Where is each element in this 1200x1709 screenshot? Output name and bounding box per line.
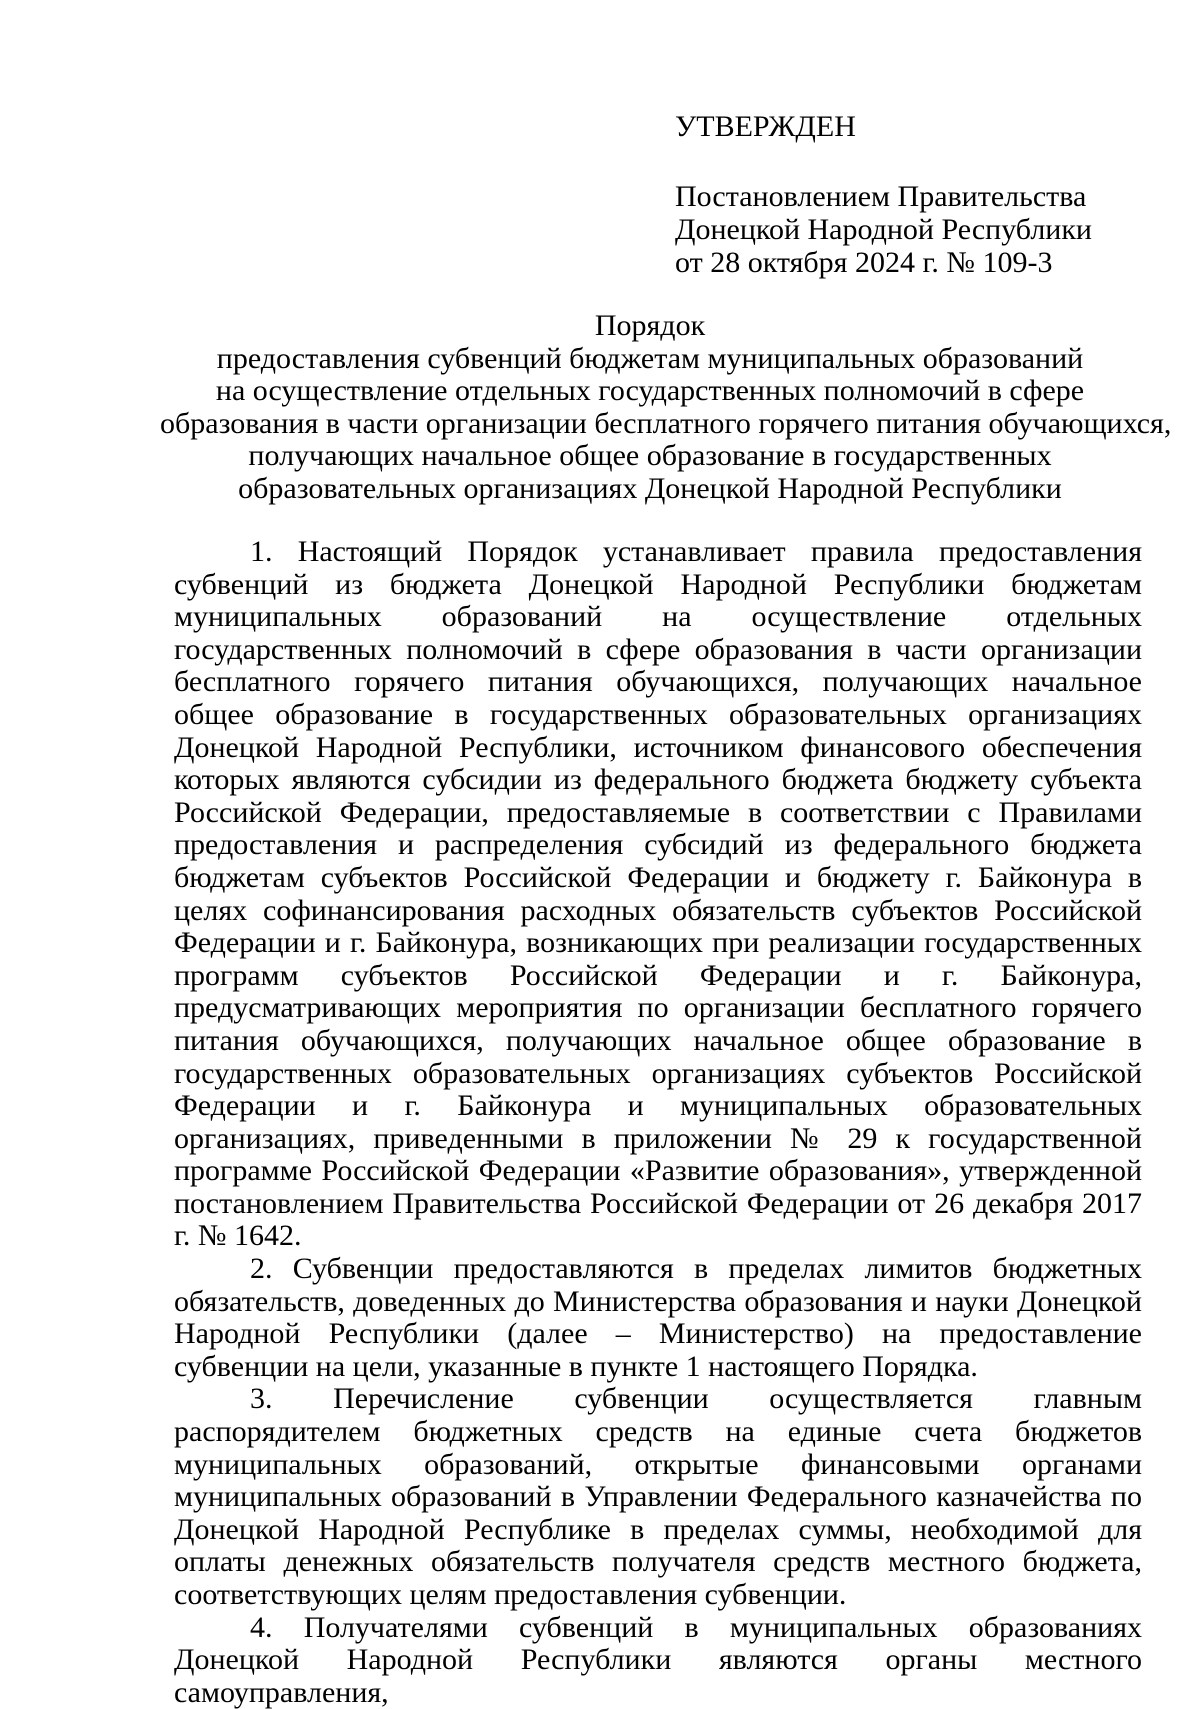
approval-line: Постановлением Правительства	[675, 180, 1087, 213]
approval-line: от 28 октября 2024 г. № 109-3	[675, 246, 1053, 279]
document-body	[174, 536, 1142, 1709]
title-line: на осуществление отдельных государственных полномочий в сфере	[215, 374, 1085, 407]
title-line: образования в части организации бесплатного горячего питания обучающихся,	[160, 406, 1172, 440]
approval-stamp: УТВЕРЖДЕН	[675, 110, 856, 143]
paragraph-1: 1. Настоящий Порядок устанавливает правила предоставления субвенций из бюджета Донецкой Народной Республики бюджетам муниципальных образований на осуществление отдельных государственных полномочий в сфере образования в части организации бесплатного горячего питания обучающихся, получающих начальное общее образование в государственных образовательных организациях Донецкой Народной Республики, источником финансового обеспечения которых являются субсидии из федерального бюджета бюджету субъекта Российской Федерации, предоставляемые в соответствии с Правилами предоставления и распределения субсидий из федерального бюджета бюджетам субъектов Российской Федерации и бюджету г. Байконура в целях софинансирования расходных обязательств субъектов Российской Федерации и г. Байконура, возникающих при реализации государственных программ субъектов Российской Федерации и г. Байконура, предусматривающих мероприятия по организации бесплатного горячего питания обучающихся, получающих начальное общее образование в государственных образовательных организациях субъектов Российской Федерации и г. Байконура и муниципальных образовательных организациях, приведенными в приложении № 29 к государственной программе Российской Федерации «Развитие образования», утвержденной постановлением Правительства Российской Федерации от 26 декабря 2017 г. № 1642.	[174, 535, 1142, 1253]
title-line: образовательных организациях Донецкой Народной Республики	[238, 471, 1062, 505]
approval-line: Донецкой Народной Республики	[675, 213, 1092, 246]
title-heading: Порядок	[594, 309, 706, 342]
title-line: предоставления субвенций бюджетам муниципальных образований	[216, 341, 1084, 375]
title-line: получающих начальное общее образование в государственных	[248, 439, 1052, 472]
approval-block	[675, 110, 1135, 279]
document-title	[160, 309, 1172, 505]
paragraph-4: 4. Получателями субвенций в муниципальных образованиях Донецкой Народной Республики являются органы местного самоуправления,	[174, 1610, 1142, 1709]
paragraph-2: 2. Субвенции предоставляются в пределах лимитов бюджетных обязательств, доведенных до Министерства образования и науки Донецкой Народной Республики (далее – Министерство) на предоставление субвенции на цели, указанные в пункте 1 настоящего Порядка.	[174, 1252, 1142, 1383]
paragraph-3: 3. Перечисление субвенции осуществляется главным распорядителем бюджетных средств на единые счета бюджетов муниципальных образований, открытые финансовыми органами муниципальных образований в Управлении Федерального казначейства по Донецкой Народной Республике в пределах суммы, необходимой для оплаты денежных обязательств получателя средств местного бюджета, соответствующих целям предоставления субвенции.	[174, 1382, 1142, 1611]
